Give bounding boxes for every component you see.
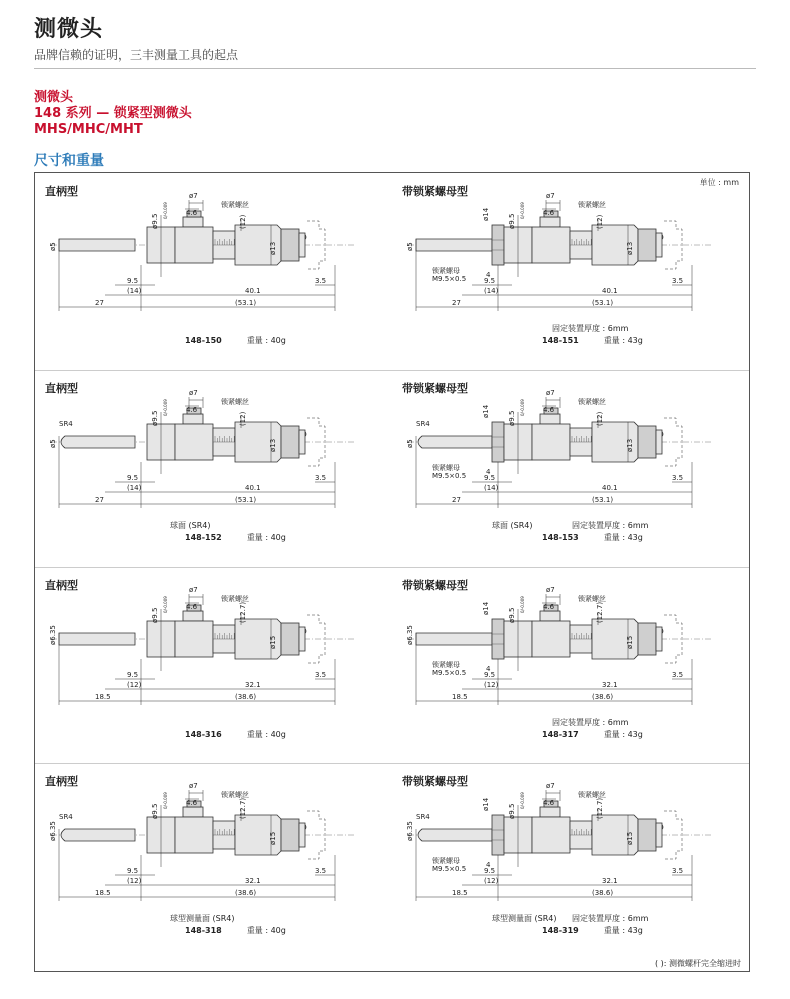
weight-value: 43g xyxy=(627,926,643,935)
dim-3-5: 3.5 xyxy=(315,474,327,482)
dim-stem-dia: ø9.5 xyxy=(508,213,516,229)
lock-nut-spec: M9.5×0.5 xyxy=(432,275,467,283)
dim-lock-screw-dia: ø7 xyxy=(546,586,555,594)
model-number: 148-153 xyxy=(542,533,579,542)
spindle-shape xyxy=(61,436,135,448)
tagline: 品牌信赖的证明，三丰测量工具的起点 xyxy=(34,48,239,62)
weight-prefix: 重量 : xyxy=(603,533,628,542)
ratchet-shape xyxy=(281,229,299,261)
drawing-panel xyxy=(35,173,392,370)
surface-note: 球面 (SR4) xyxy=(492,521,533,530)
lock-screw-label: 锁紧螺丝 xyxy=(221,398,249,406)
dim-53-1: (38.6) xyxy=(235,693,257,701)
dim-sleeve-height: (12) xyxy=(239,214,247,229)
dim-spindle-dia: ø5 xyxy=(49,439,57,448)
dim-40-1: 32.1 xyxy=(245,681,261,689)
body-block-shape xyxy=(532,817,570,853)
dim-40-1: 40.1 xyxy=(245,287,261,295)
body-block-shape xyxy=(175,424,213,460)
micrometer-head-drawing xyxy=(402,775,732,945)
section-title: 尺寸和重量 xyxy=(34,153,104,169)
dim-thimble-dia: ø13 xyxy=(269,241,277,255)
dim-spindle-dia: ø6.35 xyxy=(49,821,57,841)
lock-nut-spec: M9.5×0.5 xyxy=(432,865,467,873)
lock-screw-shape xyxy=(540,611,560,621)
drawing-panel xyxy=(392,173,749,370)
lock-screw-label: 锁紧螺丝 xyxy=(221,791,249,799)
model-line xyxy=(185,532,286,543)
dim-27: 18.5 xyxy=(452,889,468,897)
product-models: MHS/MHC/MHT xyxy=(34,122,143,137)
dim-thimble-dia: ø15 xyxy=(269,831,277,845)
lock-nut-shape xyxy=(492,422,504,462)
dim-stem-tolerance: 0/-0.009 xyxy=(163,202,168,219)
ratchet-shape xyxy=(281,819,299,851)
dim-3-5: 3.5 xyxy=(315,277,327,285)
dim-3-5: 3.5 xyxy=(315,671,327,679)
panel-title: 带锁紧螺母型 xyxy=(402,185,468,198)
panel-title: 带锁紧螺母型 xyxy=(402,775,468,788)
dim-3-5: 3.5 xyxy=(315,867,327,875)
dim-27: 27 xyxy=(95,299,104,307)
model-number: 148-151 xyxy=(542,336,579,345)
drawing-frame xyxy=(34,172,750,972)
dim-stem-dia: ø9.5 xyxy=(151,803,159,819)
lock-screw-shape xyxy=(183,414,203,424)
dim-lock-screw-offset: 4.6 xyxy=(186,799,198,807)
spindle-shape xyxy=(418,829,492,841)
dim-3-5: 3.5 xyxy=(672,277,684,285)
model-line xyxy=(542,532,643,543)
dim-14: (14) xyxy=(127,287,142,295)
dim-53-1: (53.1) xyxy=(592,299,614,307)
dim-53-1: (38.6) xyxy=(235,889,257,897)
dim-14: (12) xyxy=(484,877,499,885)
ratchet-shape xyxy=(638,623,656,655)
surface-note: 球型测量面 (SR4) xyxy=(492,914,557,923)
ratchet-end xyxy=(656,233,662,257)
dim-9-5: 9.5 xyxy=(127,867,139,875)
weight-value: 43g xyxy=(627,730,643,739)
dim-40-1: 32.1 xyxy=(245,877,261,885)
dim-27: 27 xyxy=(95,496,104,504)
lock-nut-spec: M9.5×0.5 xyxy=(432,669,467,677)
dim-9-5: 9.5 xyxy=(127,671,139,679)
ratchet-end xyxy=(299,233,305,257)
ratchet-shape xyxy=(638,229,656,261)
dim-27: 18.5 xyxy=(452,693,468,701)
fixture-note: 固定装置厚度 : 6mm xyxy=(572,914,649,923)
fixture-note: 固定装置厚度 : 6mm xyxy=(572,521,649,530)
micrometer-head-drawing xyxy=(45,185,375,355)
lock-nut-label: 锁紧螺母 xyxy=(432,857,460,865)
dim-lock-screw-dia: ø7 xyxy=(546,192,555,200)
panel-title: 直柄型 xyxy=(45,579,78,592)
surface-note: 球面 (SR4) xyxy=(170,521,211,530)
dim-14: (14) xyxy=(127,484,142,492)
spindle-shape xyxy=(416,633,492,645)
dim-53-1: (38.6) xyxy=(592,889,614,897)
dim-14: (14) xyxy=(484,484,499,492)
dim-lock-screw-offset: 4.6 xyxy=(186,209,198,217)
dim-sleeve-height: (12) xyxy=(596,411,604,426)
dim-spindle-dia: ø5 xyxy=(406,242,414,251)
dim-spindle-dia: ø6.35 xyxy=(49,625,57,645)
model-number: 148-318 xyxy=(185,926,222,935)
body-block-shape xyxy=(175,817,213,853)
weight-value: 43g xyxy=(627,336,643,345)
dim-nut-width: 4 xyxy=(486,271,491,279)
dim-stem-tolerance: 0/-0.009 xyxy=(520,596,525,613)
model-line xyxy=(185,925,286,936)
dim-53-1: (53.1) xyxy=(235,496,257,504)
dim-nut-dia: ø14 xyxy=(482,404,490,418)
dim-lock-screw-dia: ø7 xyxy=(546,389,555,397)
spindle-shape xyxy=(59,239,135,251)
lock-screw-shape xyxy=(540,414,560,424)
micrometer-head-drawing xyxy=(45,579,375,749)
dim-lock-screw-offset: 4.6 xyxy=(543,209,555,217)
dim-14: (12) xyxy=(127,877,142,885)
dim-sphere-radius: SR4 xyxy=(59,420,73,428)
model-line xyxy=(542,335,643,346)
dim-lock-screw-offset: 4.6 xyxy=(543,603,555,611)
dim-lock-screw-dia: ø7 xyxy=(189,389,198,397)
lock-nut-label: 锁紧螺母 xyxy=(432,267,460,275)
dim-thimble-dia: ø15 xyxy=(269,635,277,649)
lock-nut-shape xyxy=(492,619,504,659)
dim-lock-screw-offset: 4.6 xyxy=(186,406,198,414)
dim-9-5: 9.5 xyxy=(484,277,496,285)
fixture-note: 固定装置厚度 : 6mm xyxy=(552,324,629,333)
dim-sleeve-height: (12) xyxy=(596,214,604,229)
weight-prefix: 重量 : xyxy=(603,730,628,739)
drawing-panel xyxy=(35,763,392,960)
dim-9-5: 9.5 xyxy=(484,671,496,679)
dim-sleeve-height: (12.7) xyxy=(596,797,604,819)
dim-3-5: 3.5 xyxy=(672,671,684,679)
dim-sleeve-height: (12) xyxy=(239,411,247,426)
dim-stem-tolerance: 0/-0.009 xyxy=(163,596,168,613)
body-block-shape xyxy=(532,424,570,460)
dim-nut-dia: ø14 xyxy=(482,797,490,811)
dim-40-1: 32.1 xyxy=(602,877,618,885)
model-line xyxy=(185,729,286,740)
dim-lock-screw-offset: 4.6 xyxy=(186,603,198,611)
dim-9-5: 9.5 xyxy=(484,867,496,875)
dim-3-5: 3.5 xyxy=(672,474,684,482)
spindle-shape xyxy=(61,829,135,841)
dim-spindle-dia: ø6.35 xyxy=(406,625,414,645)
model-number: 148-152 xyxy=(185,533,222,542)
dim-14: (12) xyxy=(484,681,499,689)
weight-prefix: 重量 : xyxy=(603,336,628,345)
panel-title: 直柄型 xyxy=(45,185,78,198)
dim-lock-screw-dia: ø7 xyxy=(189,586,198,594)
dim-sleeve-height: (12.7) xyxy=(239,601,247,623)
weight-prefix: 重量 : xyxy=(246,926,271,935)
dim-stem-dia: ø9.5 xyxy=(508,607,516,623)
weight-value: 40g xyxy=(270,926,286,935)
dim-sphere-radius: SR4 xyxy=(59,813,73,821)
dim-stem-tolerance: 0/-0.009 xyxy=(163,792,168,809)
spindle-shape xyxy=(418,436,492,448)
weight-value: 40g xyxy=(270,336,286,345)
dim-spindle-dia: ø5 xyxy=(49,242,57,251)
ratchet-shape xyxy=(638,819,656,851)
weight-value: 40g xyxy=(270,533,286,542)
model-number: 148-316 xyxy=(185,730,222,739)
model-line xyxy=(542,925,643,936)
dim-14: (14) xyxy=(484,287,499,295)
dim-27: 27 xyxy=(452,496,461,504)
dim-stem-tolerance: 0/-0.009 xyxy=(520,792,525,809)
dim-sphere-radius: SR4 xyxy=(416,813,430,821)
panel-title: 直柄型 xyxy=(45,775,78,788)
dim-40-1: 32.1 xyxy=(602,681,618,689)
weight-value: 43g xyxy=(627,533,643,542)
dim-40-1: 40.1 xyxy=(602,484,618,492)
body-block-shape xyxy=(175,227,213,263)
dim-stem-dia: ø9.5 xyxy=(508,410,516,426)
dim-thimble-dia: ø13 xyxy=(269,438,277,452)
panel-title: 直柄型 xyxy=(45,382,78,395)
weight-prefix: 重量 : xyxy=(246,730,271,739)
dim-27: 27 xyxy=(452,299,461,307)
unit-note: 单位 : mm xyxy=(699,178,739,187)
lock-nut-shape xyxy=(492,815,504,855)
dim-sleeve-height: (12.7) xyxy=(239,797,247,819)
dim-9-5: 9.5 xyxy=(127,277,139,285)
dim-3-5: 3.5 xyxy=(672,867,684,875)
dim-spindle-dia: ø6.35 xyxy=(406,821,414,841)
ratchet-end xyxy=(656,627,662,651)
lock-nut-label: 锁紧螺母 xyxy=(432,464,460,472)
drawing-panel xyxy=(392,567,749,764)
body-block-shape xyxy=(175,621,213,657)
dim-spindle-dia: ø5 xyxy=(406,439,414,448)
product-series: 148 系列 — 锁紧型测微头 xyxy=(34,106,192,121)
lock-screw-shape xyxy=(183,217,203,227)
dim-nut-width: 4 xyxy=(486,468,491,476)
lock-screw-label: 锁紧螺丝 xyxy=(578,791,606,799)
dim-stem-dia: ø9.5 xyxy=(151,410,159,426)
micrometer-head-drawing xyxy=(402,382,732,552)
ratchet-end xyxy=(299,823,305,847)
dim-40-1: 40.1 xyxy=(602,287,618,295)
ratchet-end xyxy=(656,823,662,847)
spindle-shape xyxy=(416,239,492,251)
dim-lock-screw-dia: ø7 xyxy=(546,782,555,790)
dim-27: 18.5 xyxy=(95,693,111,701)
lock-screw-label: 锁紧螺丝 xyxy=(578,201,606,209)
dim-9-5: 9.5 xyxy=(127,474,139,482)
dim-lock-screw-dia: ø7 xyxy=(189,192,198,200)
dim-stem-tolerance: 0/-0.009 xyxy=(520,202,525,219)
model-line xyxy=(542,729,643,740)
dim-nut-dia: ø14 xyxy=(482,207,490,221)
dim-40-1: 40.1 xyxy=(245,484,261,492)
lock-screw-shape xyxy=(540,217,560,227)
weight-value: 40g xyxy=(270,730,286,739)
dim-27: 18.5 xyxy=(95,889,111,897)
dim-stem-tolerance: 0/-0.009 xyxy=(520,399,525,416)
lock-screw-shape xyxy=(540,807,560,817)
dim-nut-width: 4 xyxy=(486,861,491,869)
dim-stem-dia: ø9.5 xyxy=(151,213,159,229)
dim-nut-dia: ø14 xyxy=(482,601,490,615)
ratchet-shape xyxy=(638,426,656,458)
footnote: ( ): 测微螺杆完全缩进时 xyxy=(654,959,741,968)
dim-lock-screw-offset: 4.6 xyxy=(543,406,555,414)
dim-stem-dia: ø9.5 xyxy=(508,803,516,819)
lock-screw-label: 锁紧螺丝 xyxy=(578,595,606,603)
model-number: 148-319 xyxy=(542,926,579,935)
drawing-panel xyxy=(392,763,749,960)
model-number: 148-150 xyxy=(185,336,222,345)
weight-prefix: 重量 : xyxy=(246,533,271,542)
dim-53-1: (53.1) xyxy=(235,299,257,307)
ratchet-end xyxy=(656,430,662,454)
model-number: 148-317 xyxy=(542,730,579,739)
panel-title: 带锁紧螺母型 xyxy=(402,579,468,592)
lock-screw-shape xyxy=(183,611,203,621)
panel-title: 带锁紧螺母型 xyxy=(402,382,468,395)
dim-lock-screw-offset: 4.6 xyxy=(543,799,555,807)
ratchet-end xyxy=(299,627,305,651)
drawing-panel xyxy=(35,567,392,764)
dim-thimble-dia: ø13 xyxy=(626,241,634,255)
dim-thimble-dia: ø15 xyxy=(626,635,634,649)
model-line xyxy=(185,335,286,346)
lock-screw-label: 锁紧螺丝 xyxy=(221,595,249,603)
dim-nut-width: 4 xyxy=(486,665,491,673)
lock-nut-shape xyxy=(492,225,504,265)
dim-sphere-radius: SR4 xyxy=(416,420,430,428)
dim-stem-tolerance: 0/-0.009 xyxy=(163,399,168,416)
weight-prefix: 重量 : xyxy=(603,926,628,935)
product-category: 测微头 xyxy=(34,90,74,105)
ratchet-end xyxy=(299,430,305,454)
header-divider xyxy=(34,68,756,69)
dim-53-1: (53.1) xyxy=(592,496,614,504)
dim-14: (12) xyxy=(127,681,142,689)
dim-9-5: 9.5 xyxy=(484,474,496,482)
ratchet-shape xyxy=(281,623,299,655)
dim-lock-screw-dia: ø7 xyxy=(189,782,198,790)
dim-stem-dia: ø9.5 xyxy=(151,607,159,623)
body-block-shape xyxy=(532,227,570,263)
body-block-shape xyxy=(532,621,570,657)
surface-note: 球型测量面 (SR4) xyxy=(170,914,235,923)
dim-sleeve-height: (12.7) xyxy=(596,601,604,623)
fixture-note: 固定装置厚度 : 6mm xyxy=(552,718,629,727)
dim-thimble-dia: ø13 xyxy=(626,438,634,452)
lock-screw-label: 锁紧螺丝 xyxy=(221,201,249,209)
lock-nut-label: 锁紧螺母 xyxy=(432,661,460,669)
drawing-panel xyxy=(35,370,392,567)
lock-screw-shape xyxy=(183,807,203,817)
spindle-shape xyxy=(59,633,135,645)
dim-thimble-dia: ø15 xyxy=(626,831,634,845)
lock-nut-spec: M9.5×0.5 xyxy=(432,472,467,480)
dim-53-1: (38.6) xyxy=(592,693,614,701)
lock-screw-label: 锁紧螺丝 xyxy=(578,398,606,406)
weight-prefix: 重量 : xyxy=(246,336,271,345)
ratchet-shape xyxy=(281,426,299,458)
drawing-panel xyxy=(392,370,749,567)
page-title: 测微头 xyxy=(34,17,104,42)
